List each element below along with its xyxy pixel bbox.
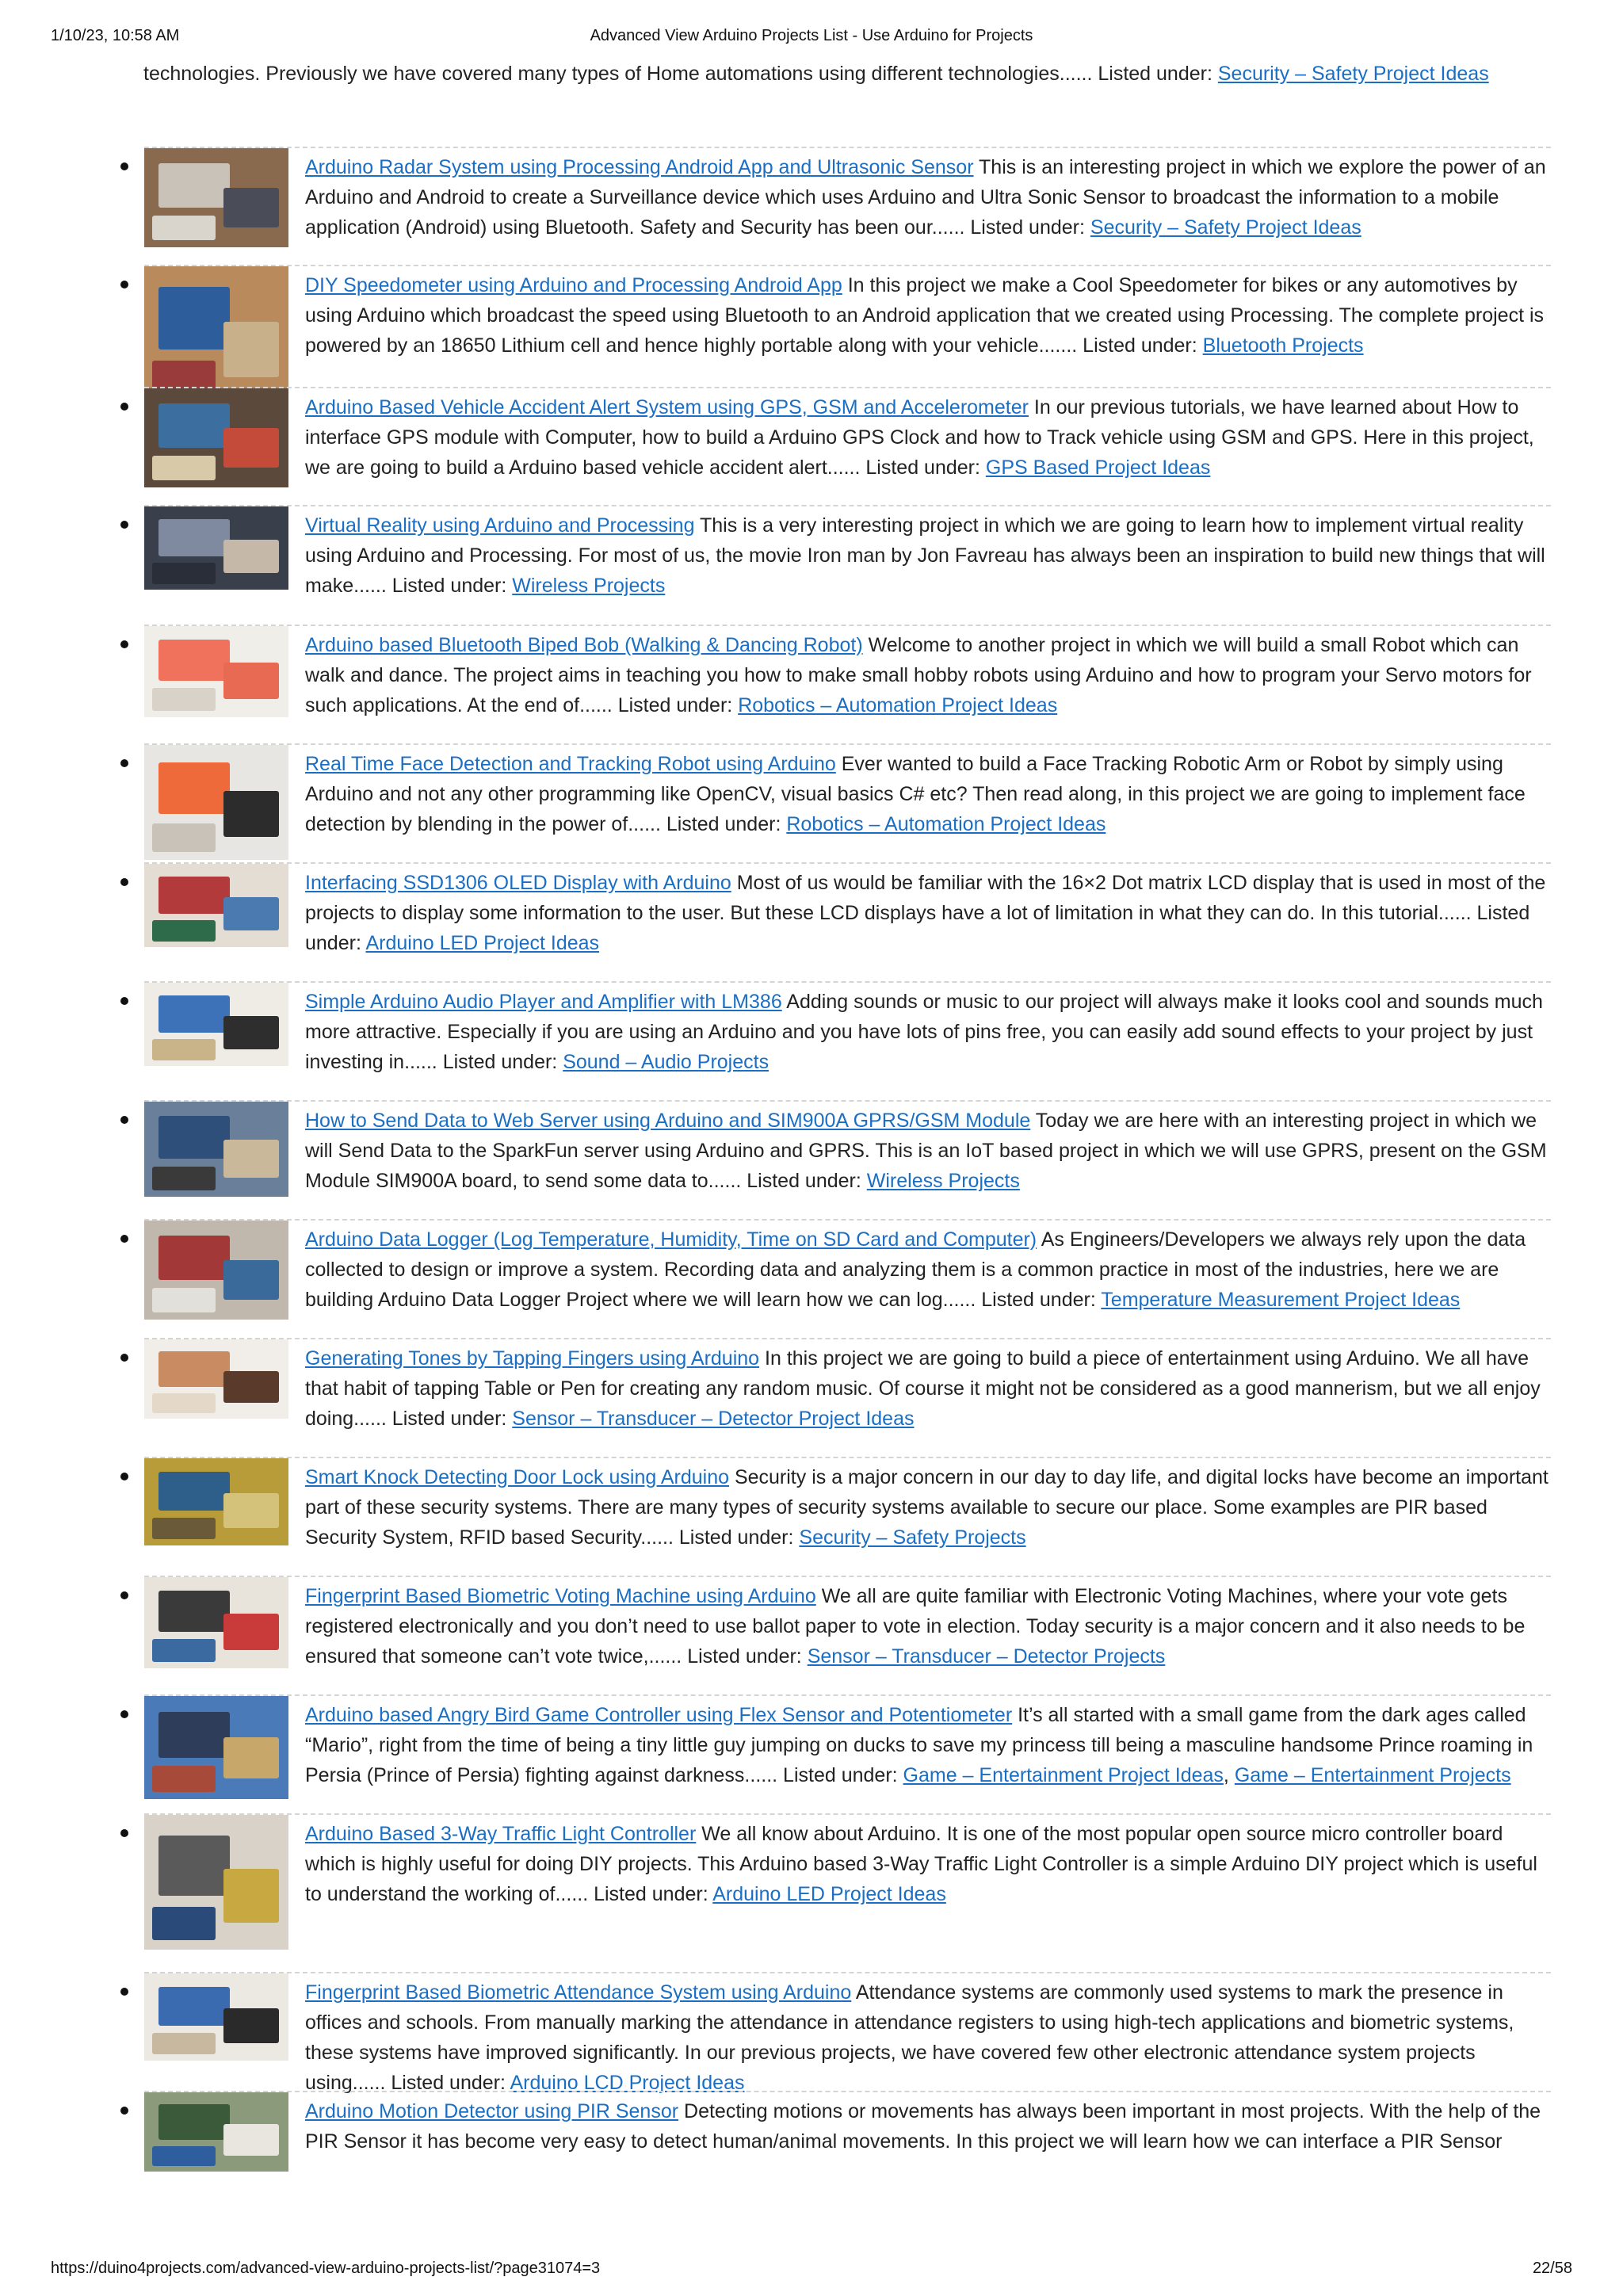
project-summary-text: This is an interesting project in which we explore the power of an Arduino and Android to create a Surveillance device which uses Arduino and Ultra Sonic Sensor to broadcast the information to a mobile application (Android) using Bluetooth. Safety and Security has been our...... Listed under: xyxy=(305,156,1546,239)
project-list-item xyxy=(144,862,1551,981)
project-thumbnail[interactable] xyxy=(144,1221,288,1320)
project-list-item xyxy=(144,1219,1551,1338)
thumbnail-photo-region xyxy=(152,1639,216,1662)
thumbnail-photo-region xyxy=(223,2008,279,2043)
print-footer xyxy=(51,2260,1572,2283)
thumbnail-photo-region xyxy=(158,2104,230,2140)
project-category-link[interactable]: Security – Safety Project Ideas xyxy=(1090,216,1361,239)
project-title-link[interactable]: Fingerprint Based Biometric Voting Machine using Arduino xyxy=(305,1585,816,1607)
intro-text: technologies. Previously we have covered many types of Home automations using different technologies...... Listed under: xyxy=(143,63,1218,85)
thumbnail-photo-region xyxy=(223,322,279,377)
thumbnail-photo-region xyxy=(223,540,279,573)
bullet-icon xyxy=(120,1591,128,1599)
project-thumbnail[interactable] xyxy=(144,626,288,717)
project-description xyxy=(305,745,1551,839)
project-description xyxy=(305,388,1551,483)
bullet-icon xyxy=(120,2107,128,2115)
thumbnail-photo-region xyxy=(223,1260,279,1300)
project-summary-text: In this project we make a Cool Speedometer for bikes or any automotives by using Arduino which broadcast the speed using Bluetooth to an Android application that we created using Processing. The complete project is powered by an 18650 Lithium cell and hence highly portable along with your vehicle....... Listed under: xyxy=(305,274,1545,357)
project-list-item xyxy=(144,265,1551,387)
project-list-item xyxy=(144,1694,1551,1813)
thumbnail-photo-region xyxy=(158,1351,230,1387)
project-summary-text: We all know about Arduino. It is one of the most popular open source micro controller board which is highly useful for doing DIY projects. This Arduino based 3-Way Traffic Light Controller is a simple Arduino DIY project which is useful to understand the working of...... Listed under: xyxy=(305,1823,1537,1905)
project-thumbnail[interactable] xyxy=(144,506,288,590)
thumbnail-photo-region xyxy=(158,762,230,814)
project-list-item xyxy=(144,1576,1551,1694)
bullet-icon xyxy=(120,1116,128,1124)
thumbnail-photo-region xyxy=(152,2146,216,2166)
project-title-link[interactable]: Arduino Motion Detector using PIR Sensor xyxy=(305,2100,679,2122)
thumbnail-photo-region xyxy=(158,877,230,914)
project-title-link[interactable]: Simple Arduino Audio Player and Amplifier with LM386 xyxy=(305,991,782,1013)
project-description xyxy=(305,1577,1551,1671)
project-list-item xyxy=(144,505,1551,625)
project-category-link[interactable]: Sensor – Transducer – Detector Project Ideas xyxy=(512,1408,915,1430)
project-description xyxy=(305,864,1551,958)
thumbnail-photo-region xyxy=(223,1737,279,1778)
project-list-item xyxy=(144,1813,1551,1972)
bullet-icon xyxy=(120,997,128,1005)
thumbnail-photo-region xyxy=(223,897,279,930)
bullet-icon xyxy=(120,759,128,767)
intro-category-link[interactable]: Security – Safety Project Ideas xyxy=(1217,63,1489,85)
project-list-item xyxy=(144,387,1551,505)
thumbnail-photo-region xyxy=(158,640,230,681)
project-summary-text: In this project we are going to build a piece of entertainment using Arduino. We all have that habit of tapping Table or Pen for creating any random music. Of course it might not be considered as a good mannerism, but we all enjoy doing...... Listed under: xyxy=(305,1347,1541,1430)
print-url: https://duino4projects.com/advanced-view-arduino-projects-list/?page31074=3 xyxy=(51,2260,601,2277)
thumbnail-photo-region xyxy=(152,920,216,941)
project-summary-text: It’s all started with a small game from the dark ages called “Mario”, right from the time of being a tiny little guy jumping on ducks to save my princess till being a masculine handsome Prince roaming in Persia (Prince of Persia) fighting against darkness...... Listed under: xyxy=(305,1704,1533,1786)
project-category-link[interactable]: Game – Entertainment Projects xyxy=(1234,1764,1511,1786)
project-category-link[interactable]: Robotics – Automation Project Ideas xyxy=(738,694,1058,716)
project-category-link[interactable]: Wireless Projects xyxy=(512,575,666,597)
bullet-icon xyxy=(120,1829,128,1837)
project-description xyxy=(305,148,1551,243)
thumbnail-photo-region xyxy=(158,1987,230,2027)
intro-paragraph xyxy=(143,59,1550,89)
thumbnail-photo-region xyxy=(223,428,279,468)
project-summary-text: Security is a major concern in our day to day life, and digital locks have become an important part of these security systems. There are many types of security systems available to secure our place. Some examples are PIR based Security System, RFID based Security...... Listed under: xyxy=(305,1466,1549,1549)
project-summary-text: We all are quite familiar with Electronic Voting Machines, where your vote gets registered electronically and you don’t need to use ballot paper to vote in election. Today security is a major concern and it also needs to be ensured that someone can’t vote twice,...... Listed under: xyxy=(305,1585,1526,1668)
project-thumbnail[interactable] xyxy=(144,2092,288,2172)
thumbnail-photo-region xyxy=(152,1518,216,1540)
bullet-icon xyxy=(120,521,128,529)
project-summary-text: This is a very interesting project in which we are going to learn how to implement virtual reality using Arduino and Processing. For most of us, the movie Iron man by Jon Favreau has always been an inspiration to build new things that will make...... Listed under: xyxy=(305,514,1545,597)
bullet-icon xyxy=(120,1354,128,1362)
project-category-link[interactable]: Robotics – Automation Project Ideas xyxy=(786,813,1106,835)
project-description xyxy=(305,983,1551,1077)
project-thumbnail[interactable] xyxy=(144,1696,288,1799)
project-category-link[interactable]: Bluetooth Projects xyxy=(1202,334,1364,357)
project-title-link[interactable]: Smart Knock Detecting Door Lock using Arduino xyxy=(305,1466,729,1488)
project-list-item xyxy=(144,981,1551,1100)
print-page-title: Advanced View Arduino Projects List - Use Arduino for Projects xyxy=(590,27,1033,44)
thumbnail-photo-region xyxy=(158,1712,230,1759)
project-description xyxy=(305,1221,1551,1315)
project-category-link[interactable]: Arduino LED Project Ideas xyxy=(712,1883,946,1905)
thumbnail-photo-region xyxy=(223,663,279,699)
project-list-item xyxy=(144,1972,1551,2094)
thumbnail-photo-region xyxy=(158,1236,230,1280)
thumbnail-photo-region xyxy=(152,1039,216,1060)
project-list-item xyxy=(144,1457,1551,1576)
project-category-link[interactable]: Arduino LED Project Ideas xyxy=(365,932,600,954)
thumbnail-photo-region xyxy=(158,995,230,1033)
project-title-link[interactable]: DIY Speedometer using Arduino and Processing Android App xyxy=(305,274,842,296)
thumbnail-photo-region xyxy=(152,1907,216,1941)
project-thumbnail[interactable] xyxy=(144,148,288,247)
thumbnail-photo-region xyxy=(152,823,216,852)
project-description xyxy=(305,1973,1551,2098)
thumbnail-photo-region xyxy=(152,2033,216,2055)
project-thumbnail[interactable] xyxy=(144,745,288,860)
project-description xyxy=(305,266,1551,361)
project-list-item xyxy=(144,743,1551,862)
project-category-link[interactable]: GPS Based Project Ideas xyxy=(985,457,1211,479)
thumbnail-photo-region xyxy=(223,1140,279,1178)
bullet-icon xyxy=(120,281,128,288)
project-thumbnail[interactable] xyxy=(144,388,288,487)
project-title-link[interactable]: How to Send Data to Web Server using Arduino and SIM900A GPRS/GSM Module xyxy=(305,1110,1031,1132)
project-category-link[interactable]: Arduino LCD Project Ideas xyxy=(510,2072,745,2094)
project-category-link[interactable]: Sensor – Transducer – Detector Projects xyxy=(807,1645,1166,1668)
project-thumbnail[interactable] xyxy=(144,1458,288,1545)
print-page-number: 22/58 xyxy=(1532,2260,1572,2277)
thumbnail-photo-region xyxy=(158,1472,230,1511)
project-description xyxy=(305,626,1551,720)
project-thumbnail[interactable] xyxy=(144,1102,288,1197)
project-title-link[interactable]: Arduino based Angry Bird Game Controller using Flex Sensor and Potentiometer xyxy=(305,1704,1013,1726)
project-title-link[interactable]: Real Time Face Detection and Tracking Robot using Arduino xyxy=(305,753,836,775)
project-summary-text: Most of us would be familiar with the 16×2 Dot matrix LCD display that is used in most of the projects to display some information to the user. But these LCD displays have a lot of limitation in what they can do. In this tutorial...... Listed under: xyxy=(305,872,1546,954)
project-summary-text: Ever wanted to build a Face Tracking Robotic Arm or Robot by simply using Arduino and not any other programming like OpenCV, visual basics C# etc? Then read along, in this project we are going to implement face detection by blending in the power of...... Listed under: xyxy=(305,753,1526,835)
bullet-icon xyxy=(120,1988,128,1996)
project-list-item xyxy=(144,1338,1551,1457)
bullet-icon xyxy=(120,878,128,886)
project-list-item xyxy=(144,2091,1551,2257)
project-title-link[interactable]: Arduino Data Logger (Log Temperature, Humidity, Time on SD Card and Computer) xyxy=(305,1228,1037,1251)
thumbnail-photo-region xyxy=(223,188,279,227)
thumbnail-photo-region xyxy=(158,1836,230,1897)
project-category-link[interactable]: Wireless Projects xyxy=(866,1170,1020,1192)
thumbnail-photo-region xyxy=(158,519,230,556)
project-summary-text: Welcome to another project in which we will build a small Robot which can walk and dance. The project aims in teaching you how to make small hobby robots using Arduino and how to program your Servo motors for such applications. At the end of...... Listed under: xyxy=(305,634,1532,716)
project-category-link[interactable]: Sound – Audio Projects xyxy=(563,1051,769,1073)
project-thumbnail[interactable] xyxy=(144,1815,288,1950)
project-title-link[interactable]: Generating Tones by Tapping Fingers using Arduino xyxy=(305,1347,760,1370)
project-title-link[interactable]: Arduino Based Vehicle Accident Alert System using GPS, GSM and Accelerometer xyxy=(305,396,1029,418)
project-category-link[interactable]: Game – Entertainment Project Ideas xyxy=(903,1764,1224,1786)
project-title-link[interactable]: Arduino Radar System using Processing Android App and Ultrasonic Sensor xyxy=(305,156,974,178)
project-summary-text: Detecting motions or movements has always been important in most projects. With the help of the PIR Sensor it has become very easy to detect human/animal movements. In this project we will learn how we can interface a PIR Sensor xyxy=(305,2100,1541,2153)
project-list-item xyxy=(144,1100,1551,1219)
thumbnail-photo-region xyxy=(223,1493,279,1528)
project-title-link[interactable]: Arduino Based 3-Way Traffic Light Controller xyxy=(305,1823,697,1845)
print-date: 1/10/23, 10:58 AM xyxy=(51,27,180,44)
project-thumbnail[interactable] xyxy=(144,983,288,1066)
project-summary-text: As Engineers/Developers we always rely upon the data collected to design or improve a system. Recording data and analyzing them is a common practice in most of the industries, here we are building Arduino Data Logger Project where we will learn how we can log...... Listed under: xyxy=(305,1228,1526,1311)
thumbnail-photo-region xyxy=(158,163,230,208)
thumbnail-photo-region xyxy=(152,1288,216,1312)
bullet-icon xyxy=(120,1473,128,1480)
project-list-item xyxy=(144,625,1551,743)
projects-content xyxy=(143,59,1551,2153)
thumbnail-photo-region xyxy=(152,1167,216,1190)
thumbnail-photo-region xyxy=(152,563,216,583)
thumbnail-photo-region xyxy=(223,1869,279,1923)
project-thumbnail[interactable] xyxy=(144,1577,288,1668)
project-description xyxy=(305,1696,1551,1790)
thumbnail-photo-region xyxy=(158,287,230,350)
project-summary-text: Today we are here with an interesting project in which we will Send Data to the SparkFun server using Arduino and GPRS. This is an IoT based project in which we will use GPRS, present on the GSM Module SIM900A board, to send some data to...... Listed under: xyxy=(305,1110,1547,1192)
project-thumbnail[interactable] xyxy=(144,1973,288,2061)
thumbnail-photo-region xyxy=(223,2124,279,2156)
project-description xyxy=(305,1458,1551,1553)
project-thumbnail[interactable] xyxy=(144,1339,288,1419)
project-summary-text: In our previous tutorials, we have learned about How to interface GPS module with Computer, how to build a Arduino GPS Clock and how to Track vehicle using GSM and GPS. Here in this project, we are going to build a Arduino based vehicle accident alert...... Listed under: xyxy=(305,396,1534,479)
project-thumbnail[interactable] xyxy=(144,266,288,405)
thumbnail-photo-region xyxy=(223,791,279,837)
project-description xyxy=(305,2092,1551,2157)
project-description xyxy=(305,1102,1551,1196)
project-title-link[interactable]: Arduino based Bluetooth Biped Bob (Walking & Dancing Robot) xyxy=(305,634,863,656)
thumbnail-photo-region xyxy=(223,1614,279,1650)
bullet-icon xyxy=(120,1235,128,1243)
thumbnail-photo-region xyxy=(223,1016,279,1049)
bullet-icon xyxy=(120,640,128,648)
project-description xyxy=(305,1815,1551,1909)
project-summary-text: Attendance systems are commonly used systems to mark the presence in offices and schools. From manually marking the attendance in attendance registers to using high-tech applications and biometric systems, these systems have improved significantly. In our previous projects, we have covered few other electronic attendance system projects using...... Listed under: xyxy=(305,1981,1514,2094)
print-header xyxy=(51,27,1572,51)
project-category-link[interactable]: Security – Safety Projects xyxy=(799,1526,1026,1549)
project-title-link[interactable]: Virtual Reality using Arduino and Processing xyxy=(305,514,695,537)
thumbnail-photo-region xyxy=(158,403,230,448)
thumbnail-photo-region xyxy=(152,1393,216,1413)
thumbnail-photo-region xyxy=(152,1766,216,1792)
bullet-icon xyxy=(120,1710,128,1718)
bullet-icon xyxy=(120,162,128,170)
project-thumbnail[interactable] xyxy=(144,864,288,947)
project-description xyxy=(305,1339,1551,1434)
project-summary-text: Adding sounds or music to our project will always make it looks cool and sounds much more attractive. Especially if you are using an Arduino and you have lots of pins free, you can easily add sound effects to your project by just investing in...... Listed under: xyxy=(305,991,1543,1073)
project-title-link[interactable]: Fingerprint Based Biometric Attendance System using Arduino xyxy=(305,1981,852,2004)
project-category-link[interactable]: Temperature Measurement Project Ideas xyxy=(1101,1289,1461,1311)
project-title-link[interactable]: Interfacing SSD1306 OLED Display with Arduino xyxy=(305,872,731,894)
thumbnail-photo-region xyxy=(223,1371,279,1403)
project-list-item xyxy=(144,147,1551,265)
thumbnail-photo-region xyxy=(152,216,216,240)
project-description xyxy=(305,506,1551,601)
thumbnail-photo-region xyxy=(152,456,216,480)
bullet-icon xyxy=(120,403,128,411)
category-separator: , xyxy=(1223,1764,1235,1786)
thumbnail-photo-region xyxy=(152,688,216,711)
thumbnail-photo-region xyxy=(158,1116,230,1159)
thumbnail-photo-region xyxy=(158,1591,230,1632)
